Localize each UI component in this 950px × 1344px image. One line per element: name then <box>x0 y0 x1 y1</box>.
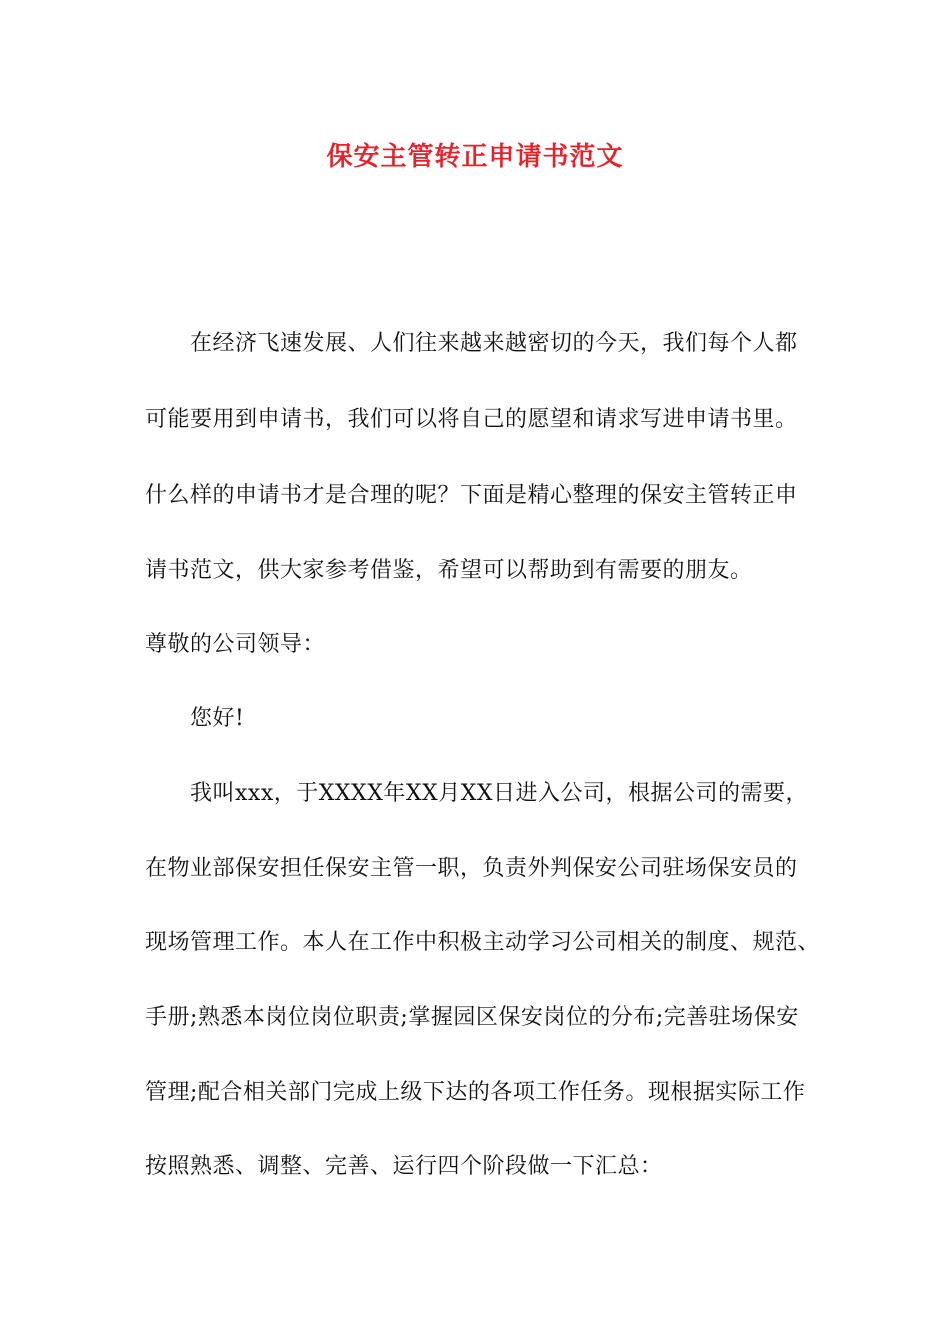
intro-line: 请书范文，供大家参考借鉴，希望可以帮助到有需要的朋友。 <box>145 558 753 583</box>
intro-line: 可能要用到申请书，我们可以将自己的愿望和请求写进申请书里。 <box>145 407 798 432</box>
intro-line: 什么样的申请书才是合理的呢？下面是精心整理的保安主管转正申 <box>145 483 798 508</box>
body-line: 手册;熟悉本岗位岗位职责;掌握园区保安岗位的分布;完善驻场保安 <box>145 1005 799 1030</box>
document-title: 保安主管转正申请书范文 <box>326 142 624 172</box>
greeting: 您好! <box>190 706 245 731</box>
salutation: 尊敬的公司领导： <box>145 632 326 657</box>
body-line: 按照熟悉、调整、完善、运行四个阶段做一下汇总： <box>145 1154 663 1179</box>
body-line: 我叫xxx，于XXXX年XX月XX日进入公司，根据公司的需要， <box>190 781 809 806</box>
body-line: 现场管理工作。本人在工作中积极主动学习公司相关的制度、规范、 <box>145 930 821 955</box>
body-line: 在物业部保安担任保安主管一职，负责外判保安公司驻场保安员的 <box>145 856 798 881</box>
body-line: 管理;配合相关部门完成上级下达的各项工作任务。现根据实际工作 <box>145 1080 806 1105</box>
intro-line: 在经济飞速发展、人们往来越来越密切的今天，我们每个人都 <box>190 331 798 356</box>
